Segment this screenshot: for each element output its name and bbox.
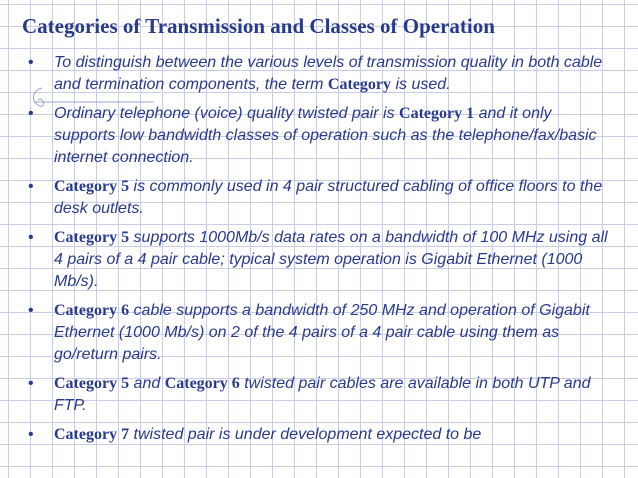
category-term: Category 5 bbox=[54, 375, 130, 392]
bullet-dot-icon: • bbox=[28, 105, 34, 122]
bullet-item bbox=[24, 103, 614, 169]
bullet-item bbox=[24, 373, 614, 417]
bullet-text: twisted pair is under development expected to be bbox=[129, 426, 482, 443]
bullet-item bbox=[24, 176, 614, 220]
bullet-item bbox=[24, 52, 614, 96]
category-term: Category 5 bbox=[54, 178, 130, 195]
category-term: Category 5 bbox=[54, 229, 130, 246]
bullet-text: is commonly used in 4 pair structured cabling of office floors to the desk outlets. bbox=[54, 178, 603, 217]
bullet-text: is used. bbox=[391, 76, 451, 93]
bullet-text: Ordinary telephone (voice) quality twisted pair is bbox=[54, 105, 400, 122]
category-term: Category 6 bbox=[54, 302, 130, 319]
bullet-dot-icon: • bbox=[28, 178, 34, 195]
bullet-dot-icon: • bbox=[28, 54, 34, 71]
category-term: Category 7 bbox=[54, 426, 130, 443]
category-term: Category 6 bbox=[164, 375, 240, 392]
category-term: Category bbox=[327, 76, 392, 93]
bullet-dot-icon: • bbox=[28, 229, 34, 246]
bullet-text: To distinguish between the various levels of transmission quality in both cable and termination components, the term bbox=[54, 54, 603, 93]
bullet-text: twisted pair cables are available in both UTP and FTP. bbox=[54, 375, 591, 414]
bullet-list bbox=[24, 52, 614, 446]
bullet-text: and it only supports low bandwidth classes of operation such as the telephone/fax/basic internet connection. bbox=[54, 105, 597, 166]
bullet-item bbox=[24, 300, 614, 366]
bullet-item bbox=[24, 424, 614, 446]
bullet-text: supports 1000Mb/s data rates on a bandwidth of 100 MHz using all 4 pairs of a 4 pair cable; typical system operation is Gigabit Ethernet (1000 Mb/s). bbox=[54, 229, 608, 290]
bullet-item bbox=[24, 227, 614, 293]
bullet-dot-icon: • bbox=[28, 426, 34, 443]
category-term: Category 1 bbox=[399, 105, 475, 122]
bullet-dot-icon: • bbox=[28, 375, 34, 392]
slide-title: Categories of Transmission and Classes of Operation bbox=[22, 14, 495, 38]
bullet-text: and bbox=[129, 375, 165, 392]
bullet-dot-icon: • bbox=[28, 302, 34, 319]
bullet-text: cable supports a bandwidth of 250 MHz and operation of Gigabit Ethernet (1000 Mb/s) on 2 of the 4 pairs of a 4 pair cable using them as go/return pairs. bbox=[54, 302, 590, 363]
